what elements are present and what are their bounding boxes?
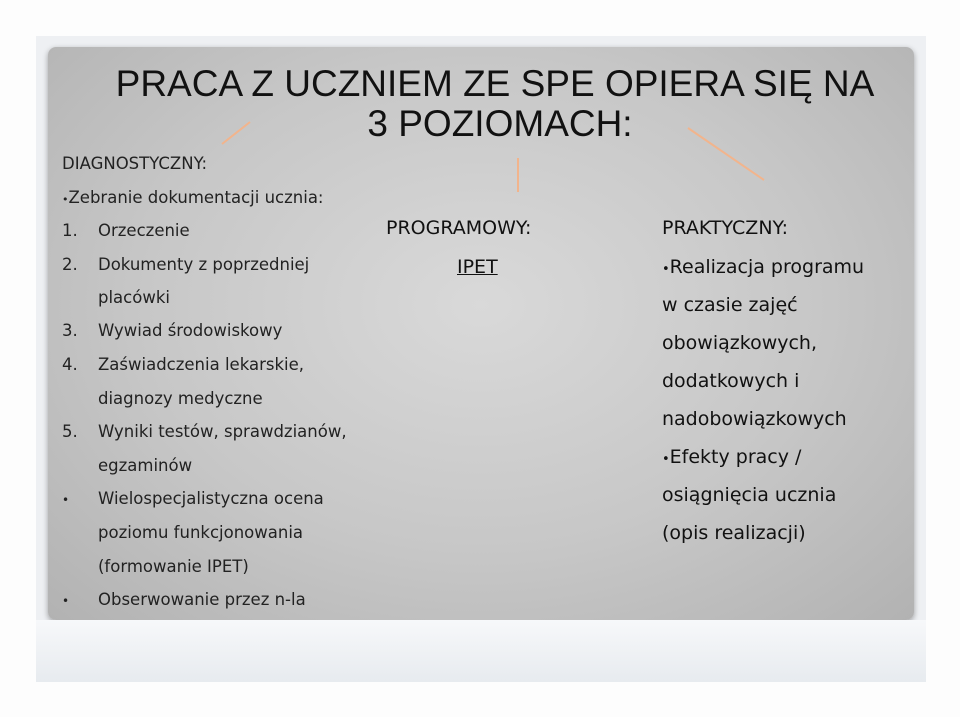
bullet-item bbox=[62, 489, 324, 508]
list-number: 4. bbox=[62, 355, 78, 374]
practical-heading: PRAKTYCZNY: bbox=[662, 217, 789, 239]
practical-text-continued: w czasie zajęć bbox=[662, 294, 798, 316]
list-text: Wywiad środowiskowy bbox=[98, 321, 283, 340]
bullet-icon: • bbox=[62, 594, 70, 608]
practical-text-continued: obowiązkowych, bbox=[662, 332, 818, 354]
list-item bbox=[62, 255, 309, 274]
list-text: Wyniki testów, sprawdzianów, bbox=[98, 422, 347, 441]
practical-text-continued: osiągnięcia ucznia bbox=[662, 484, 837, 506]
programmatic-item: IPET bbox=[457, 256, 498, 278]
bullet-icon: • bbox=[62, 493, 70, 507]
list-item bbox=[62, 355, 304, 374]
list-text-continued: egzaminów bbox=[98, 456, 193, 475]
list-text: Dokumenty z poprzedniej bbox=[98, 255, 310, 274]
list-item bbox=[62, 321, 282, 340]
practical-bullet: •Realizacja programu bbox=[662, 256, 865, 278]
practical-text-continued: nadobowiązkowych bbox=[662, 408, 847, 430]
practical-text: Efekty pracy / bbox=[669, 446, 802, 468]
bullet-text: Obserwowanie przez n-la bbox=[98, 590, 306, 609]
list-text-continued: placówki bbox=[98, 288, 170, 307]
title-line-2: 3 POZIOMACH: bbox=[367, 103, 633, 144]
list-text: Orzeczenie bbox=[98, 221, 190, 240]
list-item bbox=[62, 221, 190, 240]
list-number: 3. bbox=[62, 321, 78, 340]
diagnostic-intro: •Zebranie dokumentacji ucznia: bbox=[62, 188, 324, 207]
practical-text: Realizacja programu bbox=[669, 256, 865, 278]
bullet-text-continued: (formowanie IPET) bbox=[98, 557, 249, 576]
bullet-item bbox=[62, 590, 306, 609]
practical-text-continued: dodatkowych i bbox=[662, 370, 800, 392]
list-number: 5. bbox=[62, 422, 78, 441]
list-number: 1. bbox=[62, 221, 78, 240]
list-item bbox=[62, 422, 347, 441]
slide-title bbox=[60, 64, 900, 144]
programmatic-heading: PROGRAMOWY: bbox=[386, 217, 532, 239]
bullet-text-continued: poziomu funkcjonowania bbox=[98, 523, 304, 542]
list-number: 2. bbox=[62, 255, 78, 274]
diagnostic-heading: DIAGNOSTYCZNY: bbox=[62, 154, 208, 173]
practical-text-continued: (opis realizacji) bbox=[662, 522, 806, 544]
title-line-1: PRACA Z UCZNIEM ZE SPE OPIERA SIĘ NA bbox=[115, 63, 875, 104]
diagnostic-intro-text: Zebranie dokumentacji ucznia: bbox=[68, 188, 324, 207]
list-text-continued: diagnozy medyczne bbox=[98, 389, 263, 408]
list-text: Zaświadczenia lekarskie, bbox=[98, 355, 304, 374]
practical-bullet: •Efekty pracy / bbox=[662, 446, 802, 468]
bullet-text: Wielospecjalistyczna ocena bbox=[98, 489, 324, 508]
